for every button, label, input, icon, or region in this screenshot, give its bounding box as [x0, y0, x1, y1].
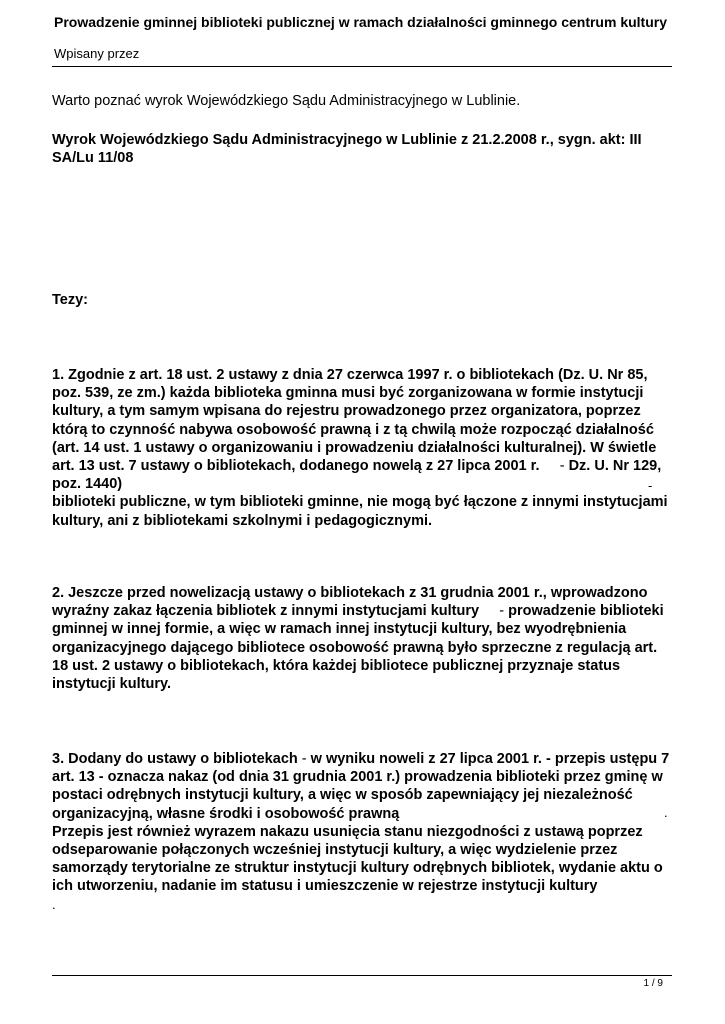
thesis-3-dash: -	[301, 751, 307, 767]
page-number: 1 / 9	[643, 978, 663, 989]
case-title: Wyrok Wojewódzkiego Sądu Administracyjnego w Lublinie z 21.2.2008 r., sygn. akt: III SA/Lu 11/08	[52, 132, 642, 166]
thesis-1-trailing-dash: -	[648, 478, 653, 493]
page-title: Prowadzenie gminnej biblioteki publicznej w ramach działalności gminnego centrum kultury	[54, 14, 667, 30]
thesis-3-dot-2: .	[52, 897, 56, 912]
intro-text: Warto poznać wyrok Wojewódzkiego Sądu Administracyjnego w Lublinie.	[52, 93, 521, 109]
thesis-3-dot-1: .	[664, 805, 668, 820]
thesis-1-dash: -	[559, 458, 565, 475]
theses-heading: Tezy:	[52, 292, 88, 308]
thesis-3-part2: w wyniku noweli z 27 lipca 2001 r. - przepis ustępu 7 art. 13 - oznacza nakaz (od dnia 31 grudnia 2001 r.) prowadzenia biblioteki przez gminę w postaci odrębnych instytucji kultury, a więc w sposób zapewniający jej niezależność organizacyjną, własne środki i osobowość prawną	[52, 751, 670, 822]
thesis-1-part3: biblioteki publiczne, w tym biblioteki gminne, nie mogą być łączone z innymi instytucjami kultury, ani z bibliotekami szkolnymi i pedagogicznymi.	[52, 494, 668, 529]
thesis-2-dash: -	[499, 603, 505, 620]
thesis-1	[52, 366, 676, 530]
thesis-3	[52, 750, 676, 896]
thesis-3-part3: Przepis jest również wyrazem nakazu usunięcia stanu niezgodności z ustawą poprzez odseparowanie połączonych wcześniej instytucji kultury, a więc wydzielenie przez samorządy terytorialne ze struktur instytucji kultury odrębnych bibliotek, wydanie aktu o ich utworzeniu, nadanie im statusu i umieszczenie w rejestrze instytucji kultury	[52, 823, 663, 895]
thesis-2-part1: 2. Jeszcze przed nowelizacją ustawy o bibliotekach z 31 grudnia 2001 r., wprowadzono wyraźny zakaz łączenia bibliotek z innymi instytucjami kultury	[52, 585, 648, 620]
header-divider	[52, 66, 672, 67]
thesis-1-part1: 1. Zgodnie z art. 18 ust. 2 ustawy z dnia 27 czerwca 1997 r. o bibliotekach (Dz. U. Nr 85, poz. 539, ze zm.) każda biblioteka gminna musi być zorganizowana w formie instytucji kultury, a tym samym wpisana do rejestru prowadzonego przez organizatora, poprzez którą to czynność nabywa osobowość prawną i z tą chwilą może rozpocząć działalność (art. 14 ust. 1 ustawy o organizowaniu i prowadzeniu działalności kulturalnej). W świetle art. 13 ust. 7 ustawy o bibliotekach, dodanego nowelą z 27 lipca 2001 r.	[52, 367, 657, 475]
thesis-2	[52, 584, 676, 693]
footer-divider	[52, 975, 672, 976]
thesis-3-part1: 3. Dodany do ustawy o bibliotekach	[52, 751, 298, 767]
author-line: Wpisany przez	[54, 46, 140, 61]
thesis-2-part2: prowadzenie biblioteki gminnej w innej formie, a więc w ramach innej instytucji kultury, bez wyodrębnienia organizacyjnego dającego bibliotece osobowość prawną było sprzeczne z regulacją art. 18 ust. 2 ustawy o bibliotekach, która każdej bibliotece publicznej przyznaje status instytucji kultury.	[52, 603, 664, 693]
thesis-1-part2: Dz. U. Nr 129, poz. 1440)	[52, 458, 662, 493]
